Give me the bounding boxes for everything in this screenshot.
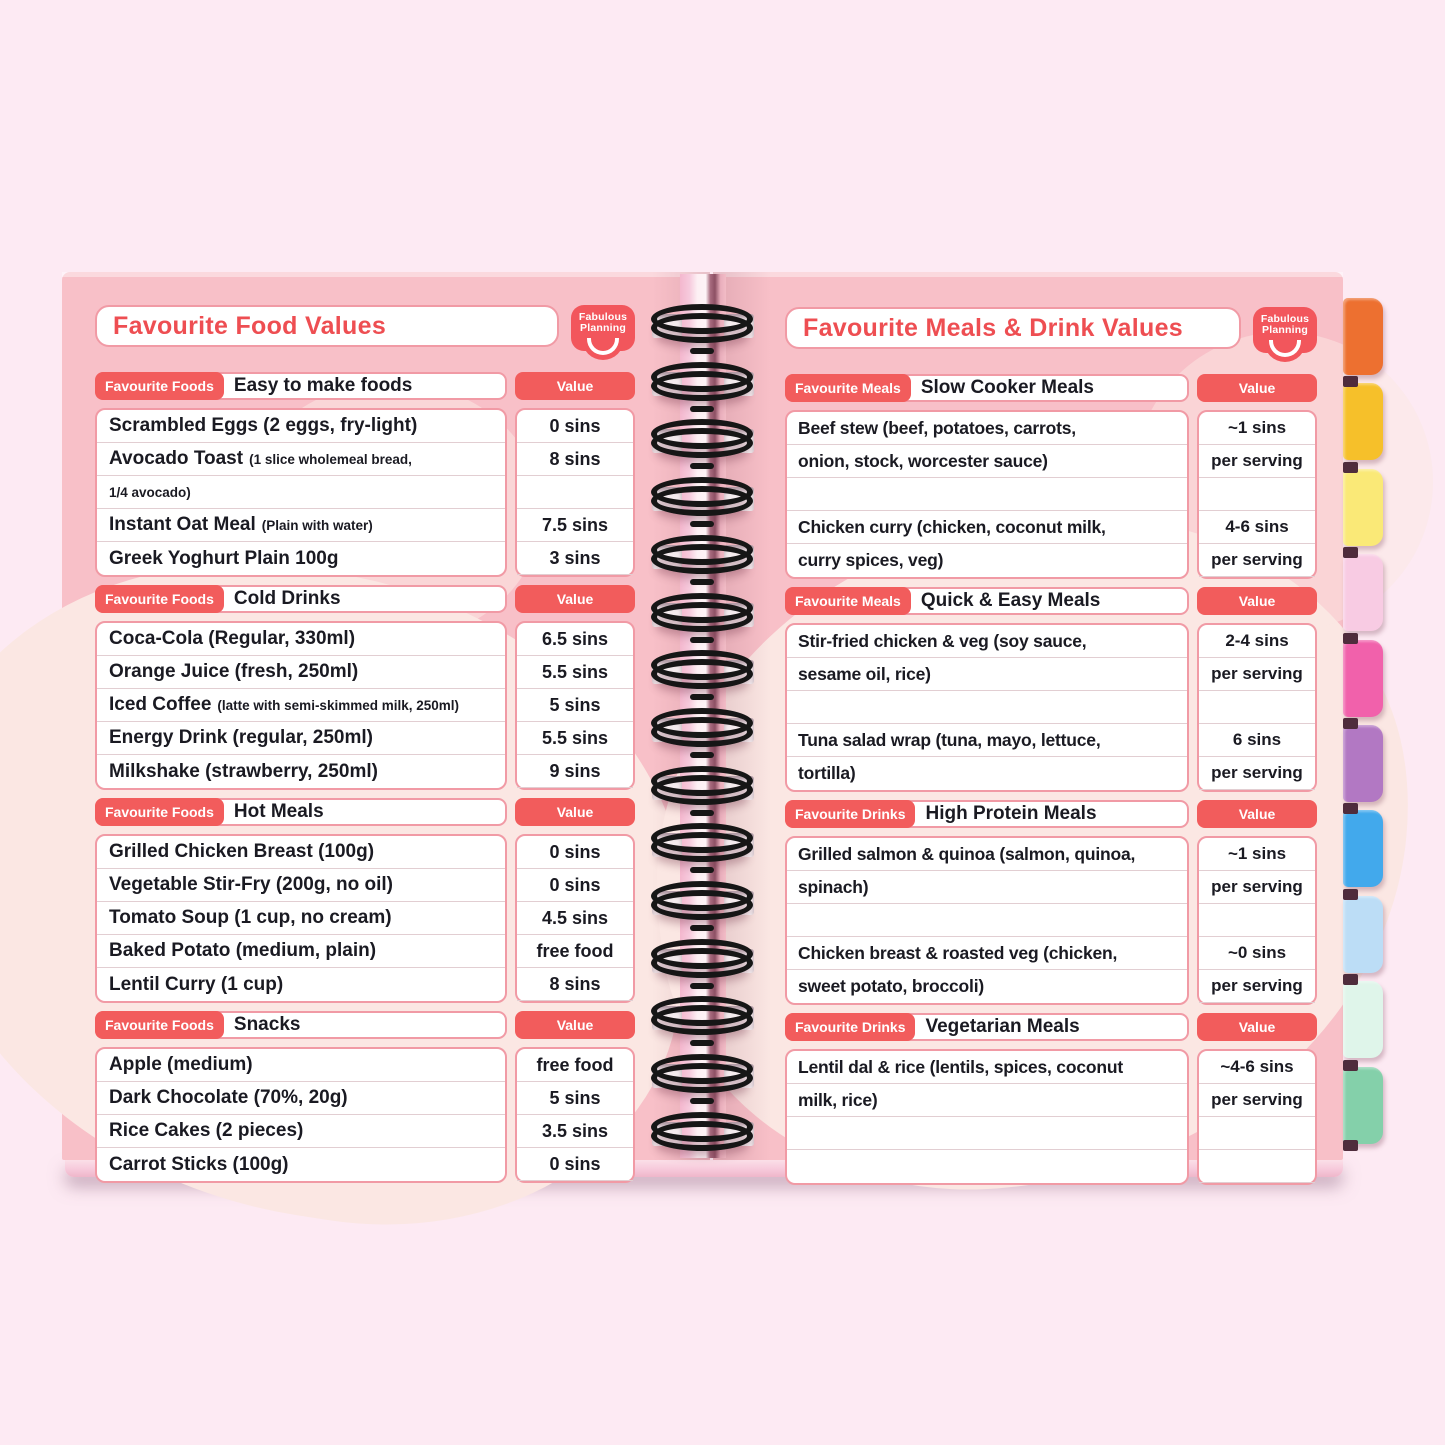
brand-logo-line1: Fabulous [578,311,628,323]
value-cell: 3.5 sins [517,1115,633,1148]
item-row [787,838,1187,871]
section-body [785,623,1317,792]
section-badge: Favourite Foods [95,1011,224,1039]
items-table [785,1049,1189,1185]
values-table [1197,410,1317,579]
coil-wire-segment [690,752,714,758]
item-text: Stir-fried chicken & veg (soy sauce, [798,630,1087,651]
tab-mark [1343,1060,1358,1071]
item-row [97,1082,505,1115]
tab-hot-pink [1343,640,1383,717]
item-text: Beef stew (beef, potatoes, carrots, [798,417,1076,438]
item-text: Orange Juice (fresh, 250ml) [109,661,359,682]
item-row [787,970,1187,1003]
item-row [97,1115,505,1148]
item-row [787,478,1187,511]
tab-mark [1343,547,1358,558]
item-row [787,511,1187,544]
coil-wire-segment [690,983,714,989]
item-text: Baked Potato (medium, plain) [109,940,377,961]
section-badge: Favourite Meals [785,374,911,402]
section-body [785,410,1317,579]
value-cell: 0 sins [517,836,633,869]
section-body [95,1047,635,1183]
coil [651,1063,753,1093]
value-header: Value [1197,1013,1317,1041]
item-row [97,476,505,509]
tab-light-pink [1343,554,1383,631]
value-cell: 5.5 sins [517,656,633,689]
value-cell [1199,691,1315,724]
section-badge: Favourite Meals [785,587,911,615]
section-title-box [785,1013,1189,1041]
item-row [97,656,505,689]
section-title: Quick & Easy Meals [920,590,1101,611]
section-body [95,834,635,1003]
tab-mark [1343,1140,1358,1151]
value-cell: per serving [1199,445,1315,478]
tab-mark [1343,633,1358,644]
item-text: Grilled salmon & quinoa (salmon, quinoa, [798,843,1136,864]
item-text: Grilled Chicken Breast (100g) [109,841,375,862]
item-text: Scrambled Eggs (2 eggs, fry-light) [109,415,418,436]
spiral-binding [650,272,756,1160]
section [785,374,1317,579]
value-header: Value [1197,800,1317,828]
notebook [62,272,1343,1178]
tab-amber [1343,383,1383,460]
item-text: Energy Drink (regular, 250ml) [109,727,373,748]
index-tabs [1343,298,1387,1158]
coil [651,428,753,458]
section-title: Vegetarian Meals [925,1016,1080,1037]
item-text: Vegetable Stir-Fry (200g, no oil) [109,874,394,895]
value-cell: 5 sins [517,1082,633,1115]
item-row [97,689,505,722]
value-header: Value [515,372,635,400]
tab-mark [1343,889,1358,900]
coil [651,890,753,920]
value-cell: 4.5 sins [517,902,633,935]
item-row [787,871,1187,904]
section-body [785,836,1317,1005]
item-row [787,1150,1187,1183]
items-table [785,836,1189,1005]
section-title: Snacks [233,1014,301,1035]
section-title: Hot Meals [233,801,324,822]
item-text: Milkshake (strawberry, 250ml) [109,760,378,782]
section-badge: Favourite Drinks [785,800,915,828]
item-text: Rice Cakes (2 pieces) [109,1120,304,1141]
items-table [95,1047,507,1183]
section [95,798,635,1003]
item-text: Dark Chocolate (70%, 20g) [109,1087,348,1108]
value-cell: per serving [1199,544,1315,577]
item-row [787,724,1187,757]
section-header [785,1013,1317,1041]
tab-light-blue [1343,896,1383,973]
coil [651,1121,753,1151]
coil-wire-segment [690,348,714,354]
value-cell: 0 sins [517,410,633,443]
value-cell: ~1 sins [1199,412,1315,445]
section [95,585,635,790]
value-cell: 8 sins [517,968,633,1001]
item-row [97,410,505,443]
coil [651,486,753,516]
value-header: Value [1197,587,1317,615]
brand-logo-line2: Planning [580,322,626,334]
value-header: Value [515,585,635,613]
item-row [787,1051,1187,1084]
brand-logo-line1: Fabulous [1260,313,1310,325]
section [95,372,635,577]
value-cell: ~1 sins [1199,838,1315,871]
item-row [97,623,505,656]
section-title-box [785,800,1189,828]
item-text: curry spices, veg) [798,550,944,570]
section-title: Cold Drinks [233,588,341,609]
coil-wire-segment [690,867,714,873]
brand-logo [571,305,635,355]
item-row [787,544,1187,577]
value-cell: 5.5 sins [517,722,633,755]
coil-wire-segment [690,925,714,931]
item-text: tortilla) [798,763,856,783]
section-header [785,587,1317,615]
item-text: Carrot Sticks (100g) [109,1153,289,1175]
section-title-box [95,1011,507,1039]
value-cell: per serving [1199,757,1315,790]
item-row [97,902,505,935]
values-table [515,834,635,1003]
item-row [787,691,1187,724]
section [95,1011,635,1183]
section-header [95,372,635,400]
section [785,587,1317,792]
section-title: Slow Cooker Meals [920,377,1094,398]
section-badge: Favourite Foods [95,372,224,400]
section [785,800,1317,1005]
item-row [787,937,1187,970]
value-cell: 8 sins [517,443,633,476]
item-row [97,755,505,788]
section-body [95,408,635,577]
item-row [787,1117,1187,1150]
items-table [95,834,507,1003]
item-text: sesame oil, rice) [798,663,931,684]
value-cell [1199,1150,1315,1183]
values-table [515,1047,635,1183]
section-header [785,374,1317,402]
section-title: Easy to make foods [233,375,413,396]
item-text: Lentil dal & rice (lentils, spices, coconut [798,1056,1123,1077]
item-row [97,968,505,1001]
section-header [95,1011,635,1039]
tab-pale-yellow [1343,469,1383,546]
coil-wire-segment [690,406,714,412]
tab-orange [1343,298,1383,375]
tab-mark [1343,376,1358,387]
item-row [787,757,1187,790]
value-header: Value [515,1011,635,1039]
item-row [787,625,1187,658]
item-text: sweet potato, broccoli) [798,976,984,996]
section-badge: Favourite Foods [95,798,224,826]
value-header: Value [515,798,635,826]
coil [651,371,753,401]
value-cell: 3 sins [517,542,633,575]
value-cell: per serving [1199,871,1315,904]
coil [651,659,753,689]
item-text: milk, rice) [798,1089,878,1110]
coil [651,717,753,747]
tab-blue [1343,810,1383,887]
coil [651,948,753,978]
item-row [97,836,505,869]
value-cell [1199,904,1315,937]
coil-wire-segment [690,1098,714,1104]
items-table [95,621,507,790]
smile-icon [1269,340,1301,357]
item-row [97,443,505,476]
value-cell: per serving [1199,970,1315,1003]
item-note: 1/4 avocado) [109,484,191,500]
item-row [787,1084,1187,1117]
items-table [785,623,1189,792]
section-title-box [95,798,507,826]
item-text: Greek Yoghurt Plain 100g [109,547,339,569]
section-title-box [785,374,1189,402]
section [785,1013,1317,1185]
coil [651,602,753,632]
value-cell: 2-4 sins [1199,625,1315,658]
brand-logo [1253,307,1317,357]
item-text: Instant Oat Meal [109,514,256,535]
item-text: Coca-Cola (Regular, 330ml) [109,628,356,649]
item-row [97,869,505,902]
value-cell: free food [517,1049,633,1082]
items-table [95,408,507,577]
item-text: Lentil Curry (1 cup) [109,973,284,995]
tab-mark [1343,718,1358,729]
item-row [97,509,505,542]
item-row [97,542,505,575]
coil-wire-segment [690,694,714,700]
value-cell: ~0 sins [1199,937,1315,970]
value-cell [1199,478,1315,511]
tab-mark [1343,462,1358,473]
items-table [785,410,1189,579]
values-table [1197,1049,1317,1185]
item-text: Tuna salad wrap (tuna, mayo, lettuce, [798,729,1101,750]
brand-logo-line2: Planning [1262,324,1308,336]
item-row [787,445,1187,478]
value-cell: 6.5 sins [517,623,633,656]
section-header [785,800,1317,828]
values-table [1197,836,1317,1005]
item-text: Iced Coffee [109,694,212,715]
coil [651,313,753,343]
item-text: Chicken breast & roasted veg (chicken, [798,942,1118,963]
value-cell: 5 sins [517,689,633,722]
coil [651,832,753,862]
value-cell: free food [517,935,633,968]
item-text: Tomato Soup (1 cup, no cream) [109,907,392,928]
section-title-box [95,372,507,400]
item-row [787,904,1187,937]
value-cell: per serving [1199,1084,1315,1117]
tab-mark [1343,974,1358,985]
item-note: (latte with semi-skimmed milk, 250ml) [217,697,460,713]
item-row [97,722,505,755]
section-header [95,585,635,613]
coil [651,775,753,805]
item-row [787,658,1187,691]
values-table [515,621,635,790]
tab-mark [1343,803,1358,814]
section-badge: Favourite Foods [95,585,224,613]
value-cell [517,476,633,509]
values-table [515,408,635,577]
value-cell: 6 sins [1199,724,1315,757]
coil [651,1005,753,1035]
page-title [95,305,559,347]
tab-pale-mint [1343,981,1383,1058]
page-title-text: Favourite Meals & Drink Values [803,313,1183,342]
value-header: Value [1197,374,1317,402]
item-row [97,935,505,968]
left-page [62,272,710,1175]
item-text: Chicken curry (chicken, coconut milk, [798,516,1106,537]
tab-green [1343,1067,1383,1144]
value-cell: 4-6 sins [1199,511,1315,544]
item-row [787,412,1187,445]
item-row [97,1049,505,1082]
value-cell: 9 sins [517,755,633,788]
value-cell: 0 sins [517,869,633,902]
item-note: (1 slice wholemeal bread, [249,451,412,467]
item-text: spinach) [798,876,869,897]
value-cell: ~4-6 sins [1199,1051,1315,1084]
coil-wire-segment [690,521,714,527]
section-header [95,798,635,826]
right-page [713,272,1343,1160]
coil [651,544,753,574]
coil-wire-segment [690,810,714,816]
value-cell: 7.5 sins [517,509,633,542]
section-body [785,1049,1317,1185]
page-title [785,307,1241,349]
tab-purple [1343,725,1383,802]
section-title-box [785,587,1189,615]
page-title-text: Favourite Food Values [113,311,387,340]
section-title: High Protein Meals [925,803,1097,824]
section-body [95,621,635,790]
item-row [97,1148,505,1181]
value-cell: per serving [1199,658,1315,691]
item-text: onion, stock, worcester sauce) [798,450,1048,471]
section-badge: Favourite Drinks [785,1013,915,1041]
value-cell: 0 sins [517,1148,633,1181]
coil-wire-segment [690,1040,714,1046]
coil-wire-segment [690,637,714,643]
value-cell [1199,1117,1315,1150]
coil-wire-segment [690,579,714,585]
smile-icon [587,338,619,355]
values-table [1197,623,1317,792]
coil-wire-segment [690,463,714,469]
section-title-box [95,585,507,613]
item-note: (Plain with water) [261,517,373,533]
item-text: Apple (medium) [109,1054,253,1075]
item-text: Avocado Toast [109,448,244,469]
